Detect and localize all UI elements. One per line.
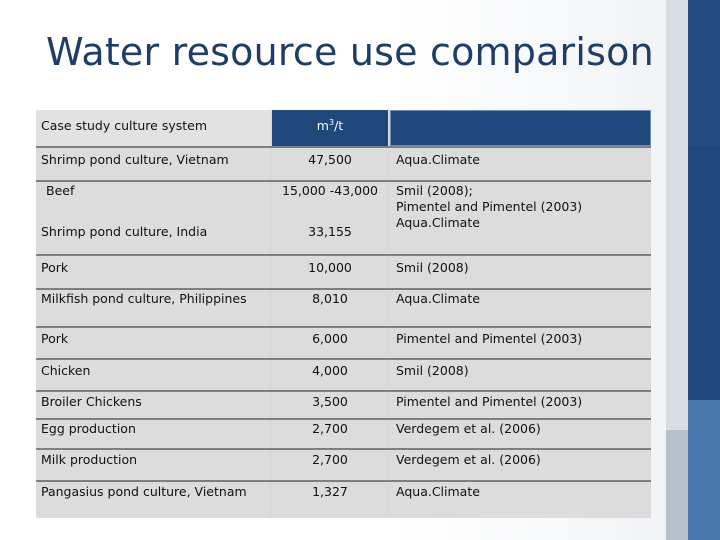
cell-system: Shrimp pond culture, Vietnam <box>36 148 270 180</box>
cell-system: Pangasius pond culture, Vietnam <box>36 482 270 518</box>
cell-source-beef: Smil (2008); <box>396 183 473 198</box>
cell-system: Broiler Chickens <box>36 392 270 418</box>
cell-source: Smil (2008) <box>390 256 651 288</box>
cell-source: Verdegem et al. (2006) <box>390 420 651 448</box>
table-row <box>36 450 651 480</box>
cell-value-shrimp-india: 33,155 <box>308 224 352 239</box>
cell-source: Smil (2008) <box>390 360 651 390</box>
cell-source: Aqua.Climate <box>390 482 651 518</box>
cell-value: 1,327 <box>272 482 388 518</box>
decor-bar-light-accent <box>666 430 688 540</box>
cell-system: Egg production <box>36 420 270 448</box>
cell-value: 6,000 <box>272 328 388 358</box>
slide-title: Water resource use comparison <box>46 30 654 74</box>
cell-value-group <box>272 182 388 254</box>
cell-system: Pork <box>36 328 270 358</box>
table-row <box>36 360 651 390</box>
table-row <box>36 256 651 288</box>
cell-value-beef: 15,000 -43,000 <box>282 183 378 198</box>
cell-system-group <box>36 182 270 254</box>
cell-source: Pimentel and Pimentel (2003) <box>390 392 651 418</box>
cell-source: Aqua.Climate <box>390 148 651 180</box>
cell-source-shrimp-india: Pimentel and Pimentel (2003) <box>396 199 583 214</box>
header-system: Case study culture system <box>36 110 270 146</box>
cell-system: Milk production <box>36 450 270 480</box>
header-source <box>390 110 651 146</box>
cell-system: Pork <box>36 256 270 288</box>
table-header-row <box>36 110 651 146</box>
header-unit-base: m <box>316 118 329 134</box>
cell-value: 3,500 <box>272 392 388 418</box>
cell-system-shrimp-india: Shrimp pond culture, India <box>41 224 208 239</box>
table-row <box>36 420 651 448</box>
cell-value: 2,700 <box>272 420 388 448</box>
header-unit-rest: /t <box>334 118 344 134</box>
table-row-merged <box>36 182 651 254</box>
cell-system-beef: Beef <box>46 183 75 198</box>
header-unit <box>272 110 388 146</box>
cell-value: 2,700 <box>272 450 388 480</box>
cell-system: Milkfish pond culture, Philippines <box>36 290 270 326</box>
cell-source: Verdegem et al. (2006) <box>390 450 651 480</box>
table-row <box>36 482 651 518</box>
cell-source: Aqua.Climate <box>390 290 651 326</box>
header-unit-sup: 3 <box>328 118 335 127</box>
decor-bar-dark-accent <box>688 400 720 540</box>
cell-source-group <box>390 182 651 254</box>
cell-system: Chicken <box>36 360 270 390</box>
decor-bar-dark-top <box>688 0 720 145</box>
comparison-table <box>36 110 651 518</box>
table-row <box>36 328 651 358</box>
cell-value: 4,000 <box>272 360 388 390</box>
cell-value: 47,500 <box>272 148 388 180</box>
table-row <box>36 392 651 418</box>
table-row <box>36 148 651 180</box>
cell-value: 8,010 <box>272 290 388 326</box>
table-row <box>36 290 651 326</box>
cell-source-shrimp-india-2: Aqua.Climate <box>396 215 480 230</box>
cell-value: 10,000 <box>272 256 388 288</box>
cell-source: Pimentel and Pimentel (2003) <box>390 328 651 358</box>
